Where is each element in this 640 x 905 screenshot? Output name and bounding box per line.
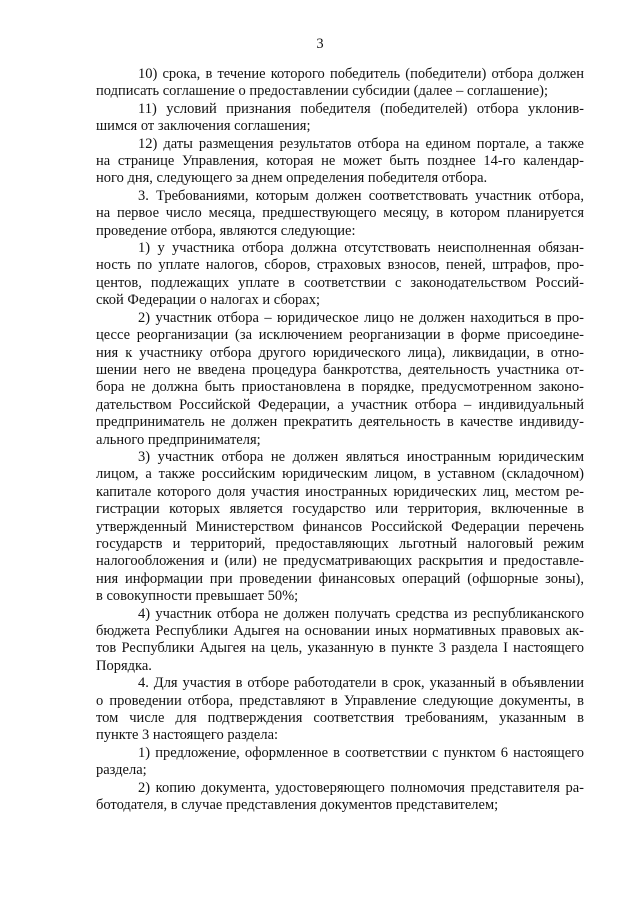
text-line: ской Федерации о налогах и сборах; bbox=[96, 292, 321, 309]
text-line: 3) участник отбора не должен являться иностранным юридическим bbox=[138, 448, 584, 465]
text-line: бора не должна быть приостановлена в порядке, предусмотренном законо- bbox=[96, 379, 584, 396]
text-line: ального предпринимателя; bbox=[96, 431, 261, 448]
paragraph-requirement-2 bbox=[96, 310, 584, 449]
page-number: 3 bbox=[316, 36, 324, 52]
text-line: капитале которого доля участия иностранных юридических лиц, местом ре- bbox=[96, 483, 584, 500]
text-line: том числе для подтверждения соответствия требованиям, указанным в bbox=[96, 710, 584, 727]
text-line: шении него не введена процедура банкротства, деятельность участника от- bbox=[96, 361, 584, 378]
paragraph-document-1 bbox=[96, 745, 584, 780]
text-line: 1) у участника отбора должна отсутствовать неисполненная обязан- bbox=[138, 240, 584, 257]
text-line: о проведении отбора, представляют в Управление следующие документы, в bbox=[96, 692, 584, 709]
document-body bbox=[96, 66, 584, 814]
text-line: лицом, а также российским юридическим лицом, в уставном (складочном) bbox=[96, 466, 584, 483]
text-line: ния информации при проведении финансовых операций (офшорные зоны), bbox=[96, 570, 584, 587]
text-line: Порядка. bbox=[96, 657, 152, 674]
text-line: 2) участник отбора – юридическое лицо не должен находиться в про- bbox=[138, 309, 584, 326]
paragraph-item-11 bbox=[96, 101, 584, 136]
text-line: подписать соглашение о предоставлении субсидии (далее – соглашение); bbox=[96, 83, 548, 100]
text-line: в совокупности превышает 50%; bbox=[96, 588, 299, 605]
text-line: 1) предложение, оформленное в соответствии с пунктом 6 настоящего bbox=[138, 744, 584, 761]
text-line: 12) даты размещения результатов отбора на едином портале, а также bbox=[138, 135, 584, 152]
text-line: ного дня, следующего за днем определения победителя отбора. bbox=[96, 170, 488, 187]
text-line: дательством Российской Федерации, а участник отбора – индивидуальный bbox=[96, 396, 584, 413]
text-line: 11) условий признания победителя (победителей) отбора уклонив- bbox=[138, 100, 584, 117]
text-line: центов, подлежащих уплате в соответствии с законодательством Россий- bbox=[96, 274, 584, 291]
text-line: цессе реорганизации (за исключением реорганизации в форме присоедине- bbox=[96, 327, 584, 344]
paragraph-item-12 bbox=[96, 136, 584, 188]
text-line: 3. Требованиями, которым должен соответствовать участник отбора, bbox=[138, 187, 584, 204]
text-line: ботодателя, в случае представления документов представителем; bbox=[96, 797, 499, 814]
paragraph-requirement-1 bbox=[96, 240, 584, 310]
text-line: шимся от заключения соглашения; bbox=[96, 118, 311, 135]
text-line: пункте 3 настоящего раздела: bbox=[96, 727, 279, 744]
text-line: 4) участник отбора не должен получать средства из республиканского bbox=[138, 605, 584, 622]
text-line: налогообложения и (или) не предусматривающих раскрытия и предоставле- bbox=[96, 553, 584, 570]
text-line: бюджета Республики Адыгея на основании иных нормативных правовых ак- bbox=[96, 623, 584, 639]
text-line: государств и территорий, предоставляющих льготный налоговый режим bbox=[96, 535, 584, 552]
paragraph-requirement-4 bbox=[96, 606, 584, 676]
text-line: 10) срока, в течение которого победитель (победители) отбора должен bbox=[138, 66, 584, 82]
text-line: гистрации которых является государство или территория, включенные в bbox=[96, 501, 584, 518]
text-line: тов Республики Адыгея на цель, указанную в пункте 3 раздела I настоящего bbox=[96, 640, 584, 657]
paragraph-section-3 bbox=[96, 188, 584, 240]
paragraph-document-2 bbox=[96, 780, 584, 815]
text-line: ность по уплате налогов, сборов, страховых взносов, пеней, штрафов, про- bbox=[96, 257, 584, 274]
text-line: проведение отбора, являются следующие: bbox=[96, 222, 356, 239]
text-line: ния к участнику отбора другого юридического лица), ликвидации, в отно- bbox=[96, 344, 584, 361]
text-line: предприниматель не должен прекратить деятельность в качестве индивиду- bbox=[96, 414, 584, 431]
paragraph-item-10 bbox=[96, 66, 584, 101]
text-line: на первое число месяца, предшествующего месяцу, в котором планируется bbox=[96, 205, 584, 222]
paragraph-requirement-3 bbox=[96, 449, 584, 606]
text-line: 4. Для участия в отборе работодатели в срок, указанный в объявлении bbox=[138, 675, 584, 692]
text-line: 2) копию документа, удостоверяющего полномочия представителя ра- bbox=[138, 779, 584, 796]
text-line: утвержденный Министерством финансов Российской Федерации перечень bbox=[96, 518, 584, 535]
text-line: раздела; bbox=[96, 762, 147, 779]
text-line: на странице Управления, которая не может быть позднее 14-го календар- bbox=[96, 153, 584, 170]
paragraph-section-4 bbox=[96, 675, 584, 745]
